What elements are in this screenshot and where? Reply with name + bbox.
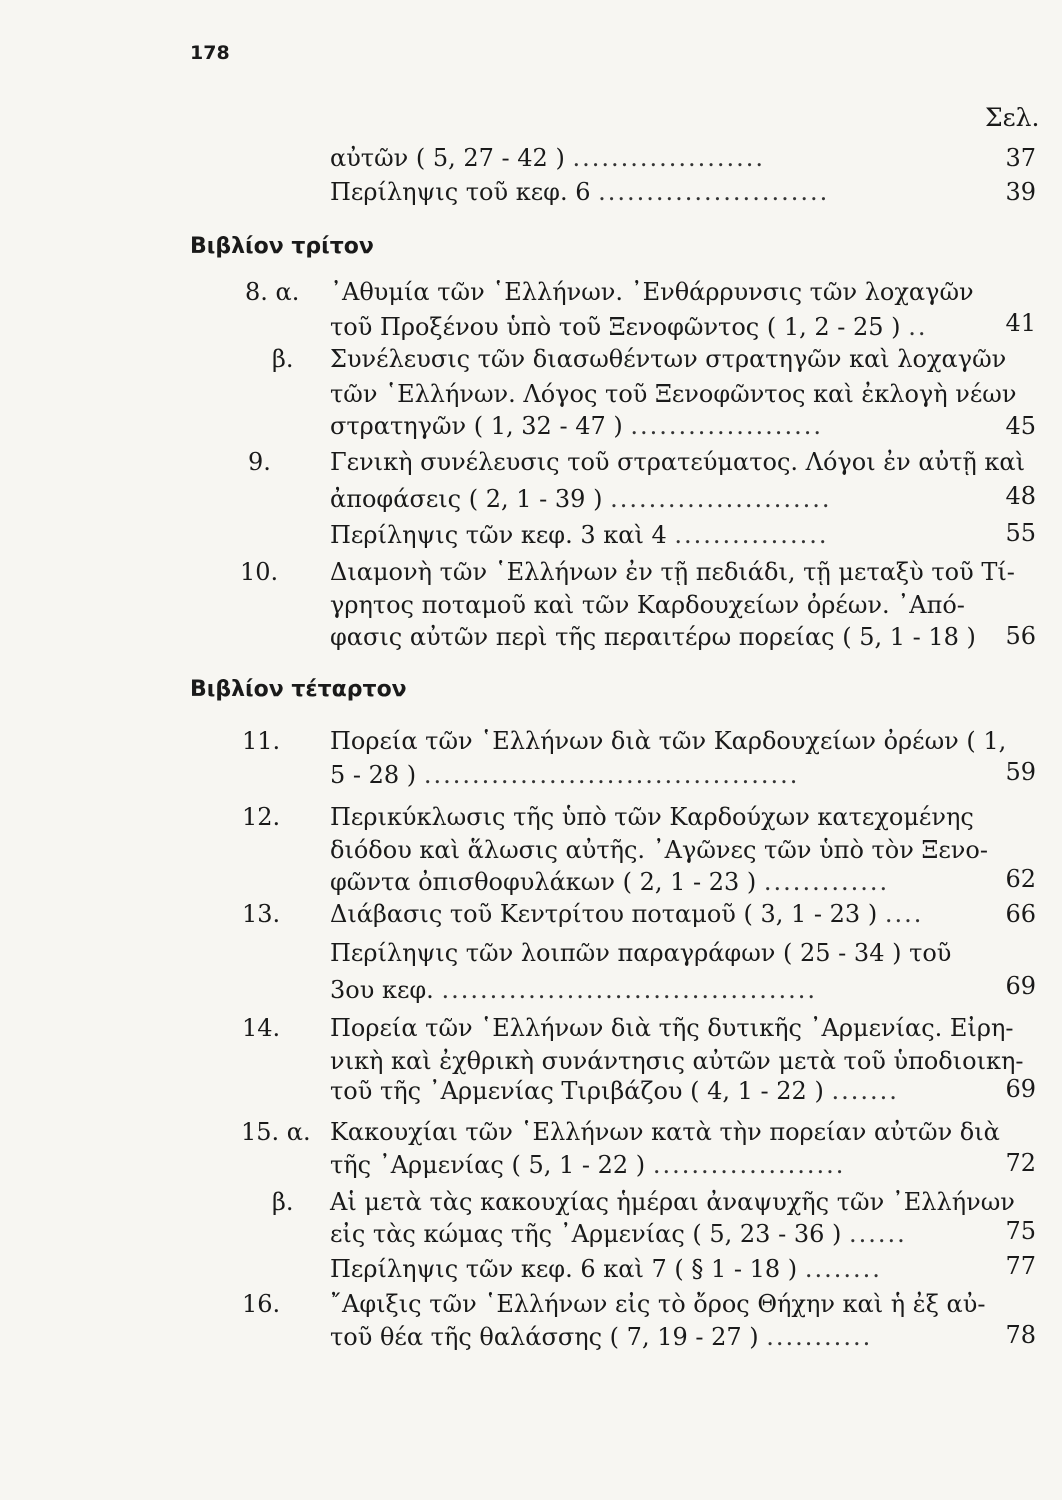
entry-line xyxy=(330,313,927,341)
entry-number: 14. xyxy=(242,1014,281,1042)
entry-text: τῆς ᾿Αρμενίας ( 5, 1 - 22 ) xyxy=(330,1151,646,1179)
entry-line xyxy=(330,558,1015,586)
page-ref: 59 xyxy=(1005,758,1036,786)
entry-text: Διάβασις τοῦ Κεντρίτου ποταμοῦ ( 3, 1 - 23 ) xyxy=(330,900,878,928)
entry-text: 3ου κεφ. xyxy=(330,976,434,1004)
entry-text: φασις αὐτῶν περὶ τῆς περαιτέρω πορείας ( 5, 1 - 18 ) xyxy=(330,623,976,651)
entry-line xyxy=(330,1323,872,1351)
entry-line xyxy=(330,761,799,789)
entry-text: Διαμονὴ τῶν ῾Ελλήνων ἐν τῇ πεδιάδι, τῇ μεταξὺ τοῦ Τί- xyxy=(330,558,1015,586)
dot-leader: ........... xyxy=(766,1323,873,1351)
entry-line xyxy=(330,278,974,306)
entry-text: διόδου καὶ ἅλωσις αὐτῆς. ᾿Αγῶνες τῶν ὑπὸ τὸν Ξενο- xyxy=(330,836,988,864)
entry-text: ῎Αφιξις τῶν ῾Ελλήνων εἰς τὸ ὄρος Θήχην καὶ ἡ ἐξ αὐ- xyxy=(330,1290,986,1318)
entry-text: Περίληψις τοῦ κεφ. 6 xyxy=(330,178,591,206)
entry-text: ἀποφάσεις ( 2, 1 - 39 ) xyxy=(330,485,603,513)
page-ref: 69 xyxy=(1005,1075,1036,1103)
entry-text: 5 - 28 ) xyxy=(330,761,417,789)
dot-leader: .................... xyxy=(572,144,766,172)
page-ref: 45 xyxy=(1005,412,1036,440)
entry-line xyxy=(330,448,1025,476)
page-ref: 41 xyxy=(1005,309,1036,337)
entry-number: β. xyxy=(272,1188,294,1216)
entry-line xyxy=(330,1014,1013,1042)
entry-text: τοῦ Προξένου ὑπὸ τοῦ Ξενοφῶντος ( 1, 2 - 25 ) xyxy=(330,313,901,341)
entry-line xyxy=(330,591,965,619)
dot-leader: ....................... xyxy=(610,485,832,513)
page-ref: 37 xyxy=(1005,144,1036,172)
dot-leader: ...... xyxy=(849,1220,907,1248)
page-ref: 56 xyxy=(1005,622,1036,650)
entry-number: β. xyxy=(272,345,294,373)
entry-text: γρητος ποταμοῦ καὶ τῶν Καρδουχείων ὀρέων. ᾿Από- xyxy=(330,591,965,619)
page-ref: 39 xyxy=(1005,178,1036,206)
entry-text: ᾿Αθυμία τῶν ῾Ελλήνων. ᾿Ενθάρρυνσις τῶν λοχαγῶν xyxy=(330,278,974,306)
entry-line xyxy=(330,1188,1015,1216)
entry-line xyxy=(330,1047,1024,1075)
page-ref: 77 xyxy=(1005,1252,1036,1280)
dot-leader: .. xyxy=(908,313,928,341)
page-ref: 62 xyxy=(1005,865,1036,893)
page-column-header: Σελ. xyxy=(985,103,1040,132)
entry-text: τοῦ θέα τῆς θαλάσσης ( 7, 19 - 27 ) xyxy=(330,1323,759,1351)
entry-line xyxy=(330,521,828,549)
entry-text: τῶν ῾Ελλήνων. Λόγος τοῦ Ξενοφῶντος καὶ ἐκλογὴ νέων xyxy=(330,380,1017,408)
entry-line xyxy=(330,1290,985,1318)
entry-text: Περίληψις τῶν κεφ. 6 καὶ 7 ( § 1 - 18 ) xyxy=(330,1255,798,1283)
entry-number: 10. xyxy=(240,558,279,586)
entry-line xyxy=(330,623,976,651)
entry-line xyxy=(330,485,832,513)
entry-line xyxy=(330,412,823,440)
entry-text: Περικύκλωσις τῆς ὑπὸ τῶν Καρδούχων κατεχομένης xyxy=(330,803,974,831)
entry-text: Περίληψις τῶν λοιπῶν παραγράφων ( 25 - 34 ) τοῦ xyxy=(330,939,952,967)
entry-text: φῶντα ὀπισθοφυλάκων ( 2, 1 - 23 ) xyxy=(330,868,757,896)
entry-line xyxy=(330,900,923,928)
entry-line xyxy=(330,1077,899,1105)
dot-leader: ....................................... xyxy=(423,761,800,789)
entry-text: τοῦ τῆς ᾿Αρμενίας Τιριβάζου ( 4, 1 - 22 ) xyxy=(330,1077,824,1105)
entry-line xyxy=(330,178,829,206)
entry-number: 11. xyxy=(242,727,281,755)
entry-line xyxy=(330,803,974,831)
page-ref: 72 xyxy=(1005,1149,1036,1177)
entry-line xyxy=(330,1220,907,1248)
entry-line xyxy=(330,380,1016,408)
dot-leader: .................... xyxy=(652,1151,846,1179)
section-title: Βιβλίον τρίτον xyxy=(190,234,374,259)
entry-text: Περίληψις τῶν κεφ. 3 καὶ 4 xyxy=(330,521,667,549)
entry-line xyxy=(330,144,765,172)
page-ref: 75 xyxy=(1005,1217,1036,1245)
dot-leader: ........ xyxy=(804,1255,882,1283)
entry-line xyxy=(330,1118,1000,1146)
entry-line xyxy=(330,1151,845,1179)
entry-line xyxy=(330,727,1006,755)
entry-text: Κακουχίαι τῶν ῾Ελλήνων κατὰ τὴν πορείαν αὐτῶν διὰ xyxy=(330,1118,1000,1146)
dot-leader: ....................................... xyxy=(441,976,817,1004)
page-number: 178 xyxy=(190,42,230,64)
page-ref: 78 xyxy=(1005,1321,1036,1349)
entry-number: 13. xyxy=(242,900,281,928)
entry-number: 15. α. xyxy=(241,1118,311,1146)
dot-leader: ................ xyxy=(674,521,829,549)
entry-line xyxy=(330,345,1006,373)
entry-text: Συνέλευσις τῶν διασωθέντων στρατηγῶν καὶ λοχαγῶν xyxy=(330,345,1007,373)
entry-number: 12. xyxy=(242,803,281,831)
dot-leader: ............. xyxy=(763,868,890,896)
page-ref: 69 xyxy=(1005,972,1036,1000)
section-title: Βιβλίον τέταρτον xyxy=(190,677,407,702)
entry-number: 8. α. xyxy=(245,278,300,306)
entry-text: Πορεία τῶν ῾Ελλήνων διὰ τῶν Καρδουχείων ὀρέων ( 1, xyxy=(330,727,1007,755)
dot-leader: ........................ xyxy=(598,178,830,206)
entry-text: στρατηγῶν ( 1, 32 - 47 ) xyxy=(330,412,623,440)
dot-leader: .... xyxy=(884,900,924,928)
entry-line xyxy=(330,836,988,864)
page-ref: 66 xyxy=(1005,900,1036,928)
dot-leader: ....... xyxy=(831,1077,899,1105)
entry-text: Γενικὴ συνέλευσις τοῦ στρατεύματος. Λόγοι ἐν αὐτῇ καὶ xyxy=(330,448,1026,476)
entry-number: 9. xyxy=(248,448,271,476)
entry-text: Πορεία τῶν ῾Ελλήνων διὰ τῆς δυτικῆς ᾿Αρμενίας. Εἰρη- xyxy=(330,1014,1014,1042)
dot-leader: .................... xyxy=(630,412,823,440)
entry-text: νικὴ καὶ ἐχθρικὴ συνάντησις αὐτῶν μετὰ τοῦ ὑποδιοικη- xyxy=(330,1047,1024,1075)
entry-text: αὐτῶν ( 5, 27 - 42 ) xyxy=(330,144,565,172)
entry-line xyxy=(330,868,889,896)
page-ref: 48 xyxy=(1005,482,1036,510)
entry-line xyxy=(330,976,817,1004)
entry-text: εἰς τὰς κώμας τῆς ᾿Αρμενίας ( 5, 23 - 36 ) xyxy=(330,1220,842,1248)
entry-line xyxy=(330,1255,882,1283)
entry-text: Αἱ μετὰ τὰς κακουχίας ἡμέραι ἀναψυχῆς τῶν ᾿Ελλήνων xyxy=(330,1188,1015,1216)
entry-number: 16. xyxy=(242,1290,281,1318)
page-ref: 55 xyxy=(1005,519,1036,547)
entry-line xyxy=(330,939,951,967)
